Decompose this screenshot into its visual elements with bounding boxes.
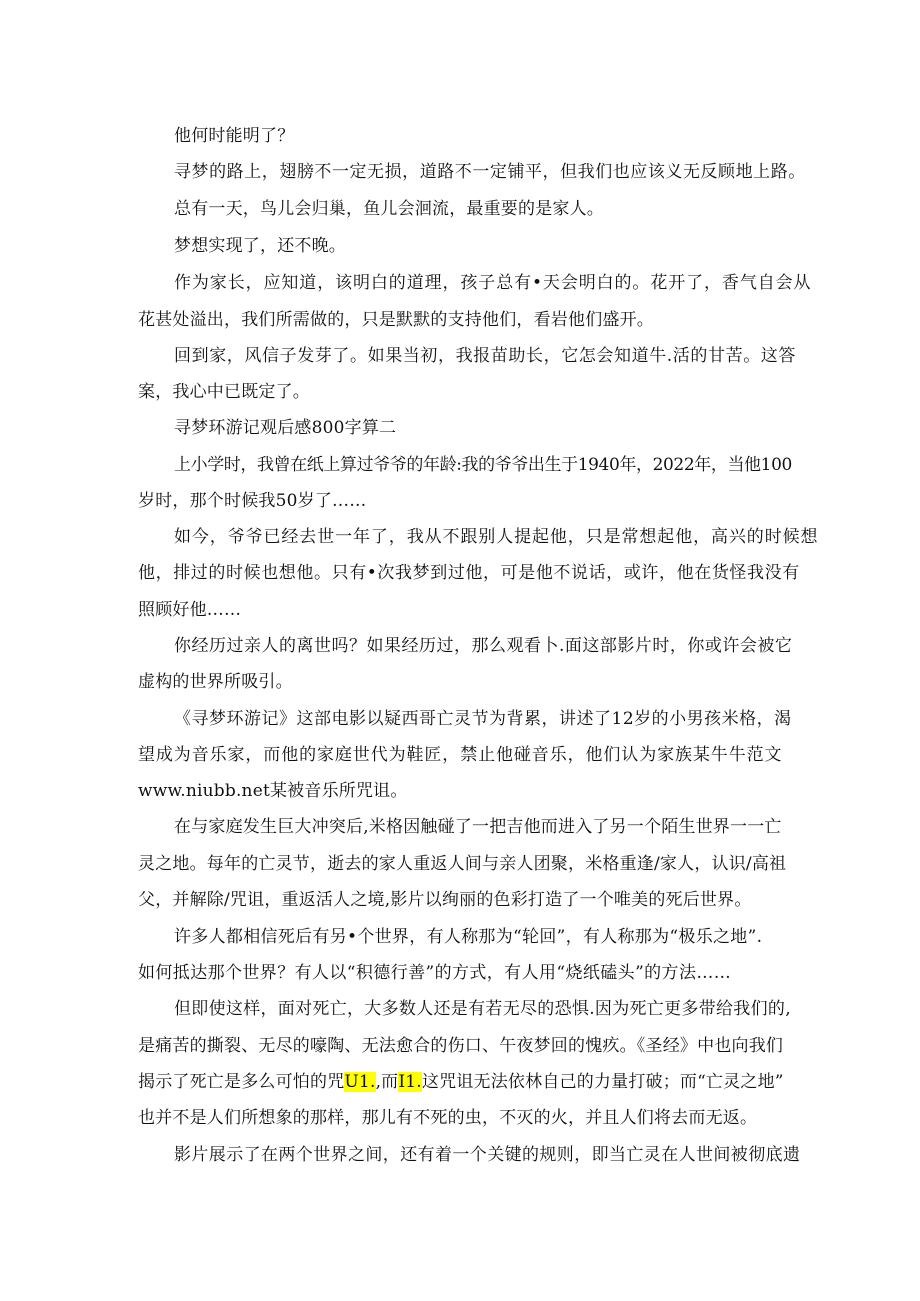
- text-line: 望成为音乐家，而他的家庭世代为鞋匠，禁止他碰音乐，他们认为家族某牛牛范文: [138, 745, 783, 765]
- text-line: 梦想实现了，还不晚。: [174, 236, 346, 256]
- highlighted-text: U1.: [344, 1072, 376, 1092]
- text-line: 作为家长，应知道，该明白的道理，孩子总有•天会明白的。花开了，香气自会从: [174, 273, 812, 293]
- text-line: 《寻梦环游记》这部电影以疑西哥亡灵节为背累，讲述了12岁的小男孩米格，渴: [174, 709, 792, 729]
- text-line: 上小学时，我曾在纸上算过爷爷的年龄:我的爷爷出生于1940年，2022年，当他100: [174, 455, 792, 475]
- text-line: 如今，爷爷已经去世一年了，我从不跟别人提起他，只是常想起他，高兴的时候想: [174, 527, 819, 547]
- text-line: 影片展示了在两个世界之间，还有着一个关键的规则，即当亡灵在人世间被彻底遗: [174, 1145, 801, 1165]
- text-line: 岁时，那个时候我50岁了……: [138, 491, 367, 511]
- text-line: 在与家庭发生巨大冲突后,米格因触碰了一把吉他而进入了另一个陌生世界一一亡: [174, 817, 782, 837]
- text-line: www.niubb.net某被音乐所咒诅。: [138, 781, 408, 801]
- text-line: 花甚处溢出，我们所需做的，只是默默的支持他们，看岩他们盛开。: [138, 310, 654, 330]
- highlighted-text: I1.: [398, 1072, 422, 1092]
- text-line: 你经历过亲人的离世吗？如果经历过，那么观看卜.面这部影片时，你或许会被它: [174, 636, 793, 656]
- text-line: 他，排过的时候也想他。只有•次我梦到过他，可是他不说话，或许，他在货怪我没有: [138, 563, 800, 583]
- text-line: 照顾好他……: [138, 600, 242, 620]
- text-line: 虚构的世界所吸引。: [138, 672, 293, 692]
- text-segment: ,而: [375, 1072, 399, 1092]
- text-line: 许多人都相信死后有另•个世界，有人称那为“轮回”，有人称那为“极乐之地”.: [174, 927, 763, 947]
- text-line: 是痛苦的撕裂、无尽的嚎陶、无法愈合的伤口、午夜梦回的愧疚。《圣经》中也向我们: [138, 1036, 784, 1056]
- text-segment: 这咒诅无法依林自己的力量打破；而“亡灵之地”: [421, 1072, 784, 1092]
- text-segment: 揭示了死亡是多么可怕的咒: [138, 1072, 345, 1092]
- text-line: 回到家，风信子发芽了。如果当初，我报苗助长，它怎会知道牛.活的甘苦。这答: [174, 346, 797, 366]
- text-line: 寻梦的路上，翅膀不一定无损，道路不一定铺平，但我们也应该义无反顾地上路。: [174, 162, 806, 182]
- text-line: 灵之地。每年的亡灵节，逝去的家人重返人间与亲人团聚，米格重逢/家人，认识/高祖: [138, 854, 787, 874]
- section-heading: 寻梦环游记观后感800字算二: [174, 418, 397, 438]
- text-line: 父，并解除/咒诅，重返活人之境,影片以绚丽的色彩打造了一个唯美的死后世界。: [138, 890, 752, 910]
- text-line: 案，我心中已既定了。: [138, 382, 310, 402]
- text-line: 总有一天，鸟儿会归巢，鱼儿会洄流，最重要的是家人。: [174, 199, 604, 219]
- text-line: 也并不是人们所想象的那样，那儿有不死的虫，不灭的火，并且人们将去而无返。: [138, 1108, 758, 1128]
- text-line: [138, 1070, 784, 1094]
- text-line: 他何时能明了？: [174, 126, 295, 146]
- text-line: 但即使这样，面对死亡，大多数人还是有若无尽的恐惧.因为死亡更多带给我们的,: [174, 999, 791, 1019]
- text-line: 如何抵达那个世界？有人以“积德行善”的方式，有人用“烧纸磕头”的方法……: [138, 963, 732, 983]
